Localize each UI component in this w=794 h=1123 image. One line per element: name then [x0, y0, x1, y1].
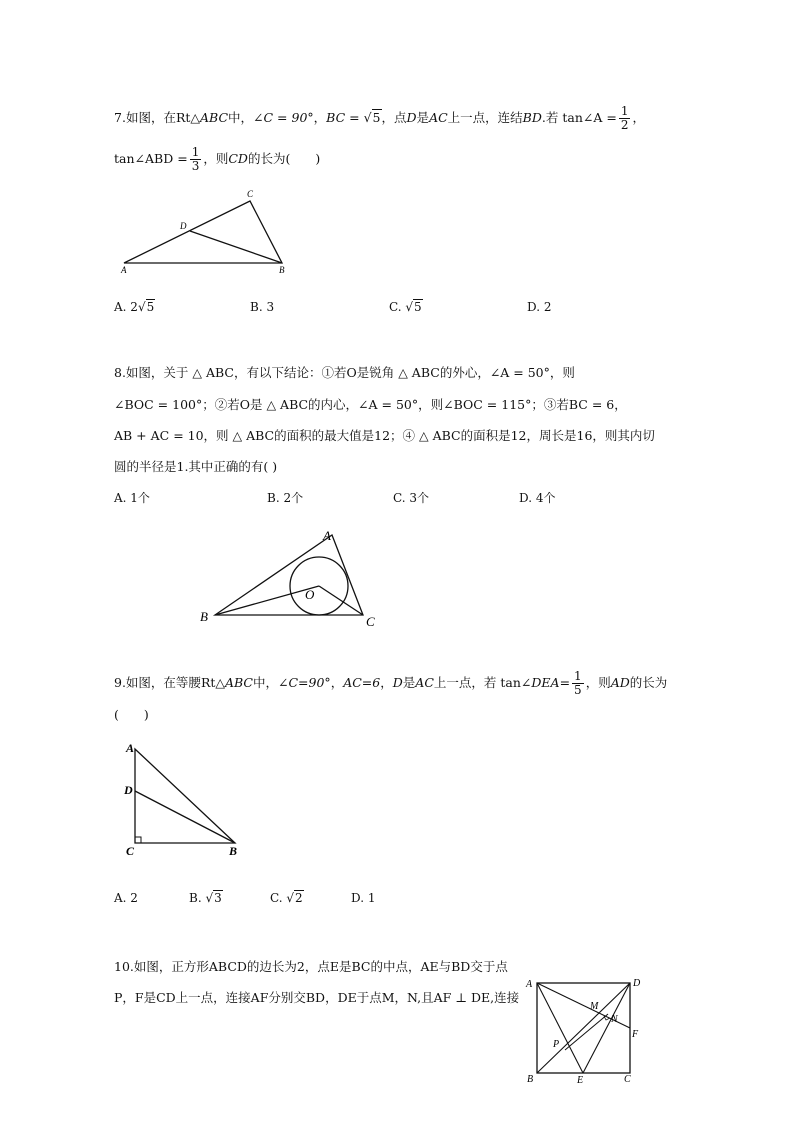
q8-segment-oc: [319, 586, 363, 615]
q7-bd: BD: [522, 110, 542, 125]
q10-figure: [520, 975, 645, 1087]
q10-label-a: A: [526, 979, 533, 990]
q9-sep: ，: [330, 675, 344, 690]
q7-label-a: A: [121, 265, 127, 275]
q9-option-a[interactable]: [114, 890, 138, 906]
q9-angle: ∠C=90°: [278, 675, 331, 690]
q7-frac-1-3: [190, 146, 202, 173]
q9-ac2: AC: [415, 675, 434, 690]
q9-text: 9.如图，在等腰: [114, 675, 201, 690]
q9-option-d[interactable]: [351, 890, 375, 906]
q9-option-c[interactable]: [270, 890, 304, 906]
q7-text: ，则: [203, 151, 229, 166]
q8-label-c: C: [366, 614, 375, 629]
q9-label-a: A: [126, 741, 135, 755]
q9-segment-db: [135, 791, 235, 843]
q7-opt-d-text: D. 2: [527, 300, 552, 314]
q7-text: 如图，在: [125, 110, 176, 125]
q9-ad: AD: [610, 675, 630, 690]
q7-sep: ，点: [381, 110, 407, 125]
q7-bc-sqrt: √5: [363, 110, 381, 125]
q10-segment-ae: [537, 983, 583, 1073]
q7-frac2-den: 3: [191, 159, 200, 173]
q10-line1: 10.如图，正方形ABCD的边长为2，点E是BC的中点，AE与BD交于点: [114, 959, 508, 974]
q8-line3: AB + AC = 10，则 △ ABC的面积的最大值是12；④ △ ABC的面积是12，周长是16，则其内切: [114, 428, 655, 443]
q8-figure: [195, 522, 385, 632]
q7-text: 中，: [228, 110, 254, 125]
q7-frac1-num: 1: [620, 104, 629, 118]
q9-label-c: C: [126, 844, 135, 858]
q7-label-d: D: [180, 221, 187, 231]
q9-opt-c-text: C.: [270, 891, 287, 905]
q10-label-f: F: [632, 1029, 639, 1040]
q7-triangle: △ABC: [190, 110, 229, 125]
q9-rt: Rt: [200, 675, 216, 690]
q9-opt-b-rad: 3: [214, 891, 222, 905]
q9-text: ，则: [585, 675, 611, 690]
q7-label-c: C: [247, 189, 254, 199]
q9-text: 的长为: [629, 675, 668, 690]
q10-label-c: C: [624, 1074, 631, 1085]
q9-label-b: B: [229, 844, 238, 858]
q10-label-b: B: [527, 1074, 534, 1085]
q9-text: 是: [402, 675, 416, 690]
q10-label-p: P: [553, 1039, 560, 1050]
q9-text: 上一点，若 tan∠: [433, 675, 532, 690]
q7-opt-a-rad: 5: [146, 300, 155, 314]
q10-label-n: N: [611, 1014, 618, 1025]
q7-bc: BC =: [326, 110, 364, 125]
q9-opt-c-rad: 2: [295, 891, 303, 905]
q7-text: 是: [416, 110, 430, 125]
q7-line2: [114, 146, 320, 173]
q7-opt-a-sqrt: √5: [137, 300, 155, 314]
q7-sep: ，: [313, 110, 327, 125]
q9-point-d: D: [392, 675, 403, 690]
q7-opt-c-text: C.: [389, 300, 406, 314]
q8-option-d[interactable]: D. 4个: [519, 491, 556, 505]
q8-label-a: A: [323, 528, 331, 543]
q7-number: 7.: [114, 110, 126, 125]
q9-frac-num: 1: [574, 669, 582, 683]
q9-dea: DEA: [531, 675, 560, 690]
q9-ac: AC=6: [343, 675, 381, 690]
q8-label-o: O: [305, 587, 315, 602]
q9-triangle: △ABC: [215, 675, 253, 690]
q9-triangle-shape: [135, 749, 235, 843]
q7-text: tan∠ABD =: [114, 151, 188, 166]
q7-text: .若 tan∠A =: [541, 110, 617, 125]
q9-opt-a-text: A. 2: [114, 891, 138, 905]
q7-text: 的长为( ): [247, 151, 321, 166]
q7-opt-c-sqrt: √5: [405, 300, 422, 314]
q9-opt-c-sqrt: √2: [286, 891, 303, 905]
q9-opt-d-text: D. 1: [351, 891, 376, 905]
q10-label-e: E: [577, 1075, 584, 1086]
q9-label-d: D: [124, 783, 133, 797]
q7-option-b[interactable]: [250, 299, 274, 315]
q8-line2: ∠BOC = 100°；②若O是 △ ABC的内心，∠A = 50°，则∠BOC = 115°；③若BC = 6，: [114, 397, 627, 412]
q7-line1: [114, 105, 645, 132]
q10-label-m: M: [590, 1001, 599, 1012]
q8-line1: 8.如图，关于 △ ABC，有以下结论：①若O是锐角 △ ABC的外心，∠A = 50°，则: [114, 365, 575, 380]
q7-text: 上一点，连结: [447, 110, 523, 125]
q9-option-b[interactable]: [189, 890, 223, 906]
q9-line2: ( ): [114, 707, 149, 722]
q7-ac: AC: [429, 110, 448, 125]
q7-frac1-den: 2: [620, 118, 629, 132]
q7-figure: [110, 185, 300, 280]
q9-frac-den: 5: [574, 683, 582, 697]
q10-segment-de: [583, 983, 630, 1073]
q7-frac-1-2: [619, 105, 631, 132]
q8-line4: 圆的半径是1.其中正确的有( ): [114, 459, 278, 474]
q9-opt-b-sqrt: √3: [205, 891, 222, 905]
q7-label-b: B: [279, 265, 285, 275]
q7-bc-radicand: 5: [372, 110, 381, 125]
q9-opt-b-text: B.: [189, 891, 206, 905]
q7-angle-c: ∠C = 90°: [253, 110, 314, 125]
q7-sep: ，: [632, 110, 645, 125]
q10-line2: P，F是CD上一点，连接AF分别交BD，DE于点M，N,且AF ⊥ DE,连接: [114, 990, 520, 1005]
q7-point-d: D: [406, 110, 417, 125]
q8-triangle-shape: [215, 535, 363, 615]
q7-option-c[interactable]: [389, 299, 423, 315]
q7-triangle-shape: [124, 201, 282, 263]
q7-opt-c-rad: 5: [414, 300, 422, 314]
q7-option-d[interactable]: [527, 299, 551, 315]
q7-opt-a-text: A. 2: [114, 300, 138, 314]
q8-option-c[interactable]: C. 3个: [393, 491, 430, 505]
q7-option-a[interactable]: [114, 299, 155, 315]
q7-frac2-num: 1: [191, 145, 200, 159]
q8-label-b: B: [200, 609, 208, 624]
q8-option-b[interactable]: B. 2个: [267, 491, 304, 505]
q9-eq: =: [559, 675, 571, 690]
q7-rt: Rt: [175, 110, 191, 125]
q8-option-a[interactable]: A. 1个: [114, 491, 150, 505]
q10-segment-pn: [565, 1014, 608, 1050]
q7-cd: CD: [228, 151, 248, 166]
q9-line1: [114, 670, 667, 697]
q10-label-d: D: [633, 978, 641, 989]
q9-text: 中，: [253, 675, 279, 690]
q10-diagonal-bd: [537, 983, 630, 1073]
q9-figure: [118, 738, 248, 860]
q9-sep: ，: [380, 675, 393, 690]
q9-right-angle-mark: [135, 837, 141, 843]
q9-frac-1-5: [572, 670, 584, 697]
q7-opt-b-text: B. 3: [250, 300, 275, 314]
